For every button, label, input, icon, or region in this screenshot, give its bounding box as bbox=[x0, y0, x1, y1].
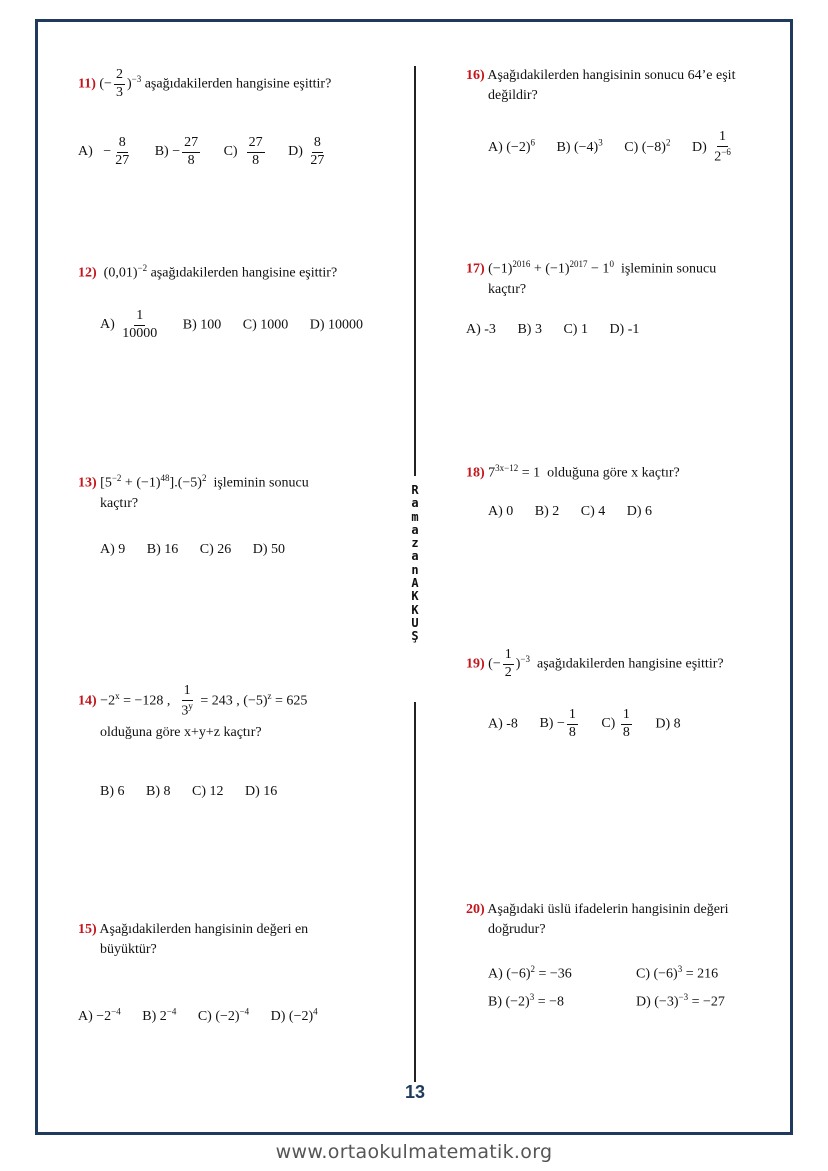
option-b[interactable]: B) 3 bbox=[517, 322, 542, 337]
option-c[interactable]: C) $\frac{27}{8}$ bbox=[223, 135, 263, 168]
option-d[interactable]: D) $\frac{1}{2^{-6}}$ bbox=[691, 129, 731, 165]
column-divider-bottom bbox=[414, 702, 416, 1082]
option-b[interactable]: B) 100 bbox=[182, 317, 222, 333]
question-19-stem: 19) (− $\frac{1}{2}$ )$^{-3}$ aşağıdakilerden hangisine eşittir? bbox=[466, 647, 724, 680]
question-14-options bbox=[100, 784, 277, 800]
question-15-stem: 15) Aşağıdakilerden hangisinin değeri en büyüktür? bbox=[78, 922, 309, 958]
question-number: 11) bbox=[78, 76, 96, 92]
question-17-options bbox=[466, 322, 639, 338]
question-11-options bbox=[78, 136, 328, 168]
option-d[interactable]: D) 10000 bbox=[309, 317, 364, 333]
option-c[interactable]: C) 4 bbox=[580, 504, 606, 519]
question-13-stem: 13) $[5^{-2} + (-1)^{48}].(-5)^2$ işleminin sonucu kaçtır? bbox=[78, 473, 309, 511]
option-d[interactable]: D) $(-2)^4$ bbox=[270, 1006, 318, 1024]
option-d[interactable]: D) 6 bbox=[626, 504, 653, 519]
option-a[interactable]: A) -3 bbox=[466, 322, 496, 337]
question-20-option-b[interactable]: B) $(-2)^3 = -8$ bbox=[488, 992, 565, 1010]
option-a[interactable]: A) -8 bbox=[488, 716, 518, 732]
question-18-stem: 18) $7^{3x-12} = 1$ olduğuna göre x kaçtır? bbox=[466, 463, 680, 481]
option-c[interactable]: C) 12 bbox=[192, 784, 224, 799]
option-b[interactable]: B) − $\frac{27}{8}$ bbox=[154, 135, 199, 168]
author-letter: R bbox=[411, 483, 419, 497]
option-a[interactable]: A) − $\frac{8}{27}$ bbox=[78, 135, 130, 168]
question-text: aşağıdakilerden hangisine eşittir? bbox=[144, 76, 332, 92]
option-d[interactable]: D) -1 bbox=[609, 322, 640, 337]
option-a[interactable]: A) 9 bbox=[100, 542, 126, 557]
option-d[interactable]: D) 50 bbox=[252, 542, 286, 557]
footer-website: www.ortaokulmatematik.org bbox=[275, 1141, 553, 1163]
column-divider-top bbox=[414, 66, 416, 476]
question-18-options bbox=[488, 504, 652, 520]
author-letter: K bbox=[411, 602, 419, 617]
author-letter: m bbox=[411, 509, 419, 524]
author-letter: z bbox=[411, 536, 419, 551]
option-b[interactable]: B) $2^{-4}$ bbox=[142, 1006, 177, 1024]
author-letter: n bbox=[411, 562, 419, 577]
question-20-option-a[interactable]: A) $(-6)^2 = -36$ bbox=[488, 964, 572, 982]
question-14-stem: $14) -2^x = -128$ , $\frac{1}{3^y}$ = 243 , $(-5)^z = 625$ bbox=[78, 683, 308, 719]
option-a[interactable]: B) 6 bbox=[100, 784, 125, 799]
question-20-option-d[interactable]: D) $(-3)^{-3} = -27$ bbox=[636, 992, 725, 1010]
option-c[interactable]: C) 1000 bbox=[242, 317, 289, 333]
fraction: $\frac{2}{3}$ bbox=[115, 67, 123, 100]
author-letter: a bbox=[411, 522, 419, 537]
option-d[interactable]: D) 16 bbox=[245, 784, 278, 799]
option-c[interactable]: C) 1 bbox=[563, 322, 588, 337]
question-12-options bbox=[100, 309, 363, 341]
question-13-options bbox=[100, 542, 285, 558]
option-d[interactable]: D) $\frac{8}{27}$ bbox=[288, 135, 325, 168]
page-number: 13 bbox=[404, 1082, 426, 1102]
option-b[interactable]: B) − $\frac{1}{8}$ bbox=[539, 707, 576, 740]
option-a[interactable]: A) $\frac{1}{10000}$ bbox=[100, 308, 158, 341]
option-b[interactable]: B) 2 bbox=[534, 504, 560, 519]
question-19-options bbox=[488, 708, 681, 740]
question-12-stem: 12) $(0,01)^{-2}$ aşağıdakilerden hangisine eşittir? bbox=[78, 263, 338, 281]
author-vertical-name bbox=[407, 484, 423, 644]
option-c[interactable]: C) $\frac{1}{8}$ bbox=[601, 707, 630, 740]
question-15-options bbox=[78, 1006, 318, 1025]
author-letter: a bbox=[411, 549, 419, 564]
author-letter: A bbox=[411, 576, 419, 591]
option-c[interactable]: C) $(-8)^2$ bbox=[624, 137, 671, 155]
question-14-text: olduğuna göre x+y+z kaçtır? bbox=[100, 725, 262, 740]
author-letter: K bbox=[411, 589, 419, 604]
option-a[interactable]: $A) -2^{-4}$ bbox=[78, 1006, 121, 1024]
option-c[interactable]: C) $(-2)^{-4}$ bbox=[197, 1006, 250, 1024]
option-b[interactable]: B) $(-4)^3$ bbox=[556, 137, 603, 155]
question-16-options bbox=[488, 130, 735, 165]
option-a[interactable]: A) 0 bbox=[488, 504, 514, 519]
question-16-stem: 16) Aşağıdakilerden hangisinin sonucu 64’e eşit değildir? bbox=[466, 68, 736, 104]
question-11-stem: 11) (− $\frac{2}{3}$ )$^{-3}$ aşağıdakilerden hangisine eşittir? bbox=[78, 67, 332, 100]
question-20-option-c[interactable]: C) $(-6)^3 = 216$ bbox=[636, 964, 719, 982]
option-a[interactable]: A) $(-2)^6$ bbox=[488, 137, 535, 155]
option-c[interactable]: C) 26 bbox=[199, 542, 232, 557]
author-letter: a bbox=[411, 496, 419, 511]
option-d[interactable]: D) 8 bbox=[655, 716, 681, 732]
question-20-stem: 20) Aşağıdaki üslü ifadelerin hangisinin değeri doğrudur? bbox=[466, 902, 729, 938]
author-letter: Ş bbox=[411, 629, 419, 644]
question-17-stem: 17) $(-1)^{2016} + (-1)^{2017} - 1^0$ işleminin sonucu kaçtır? bbox=[466, 259, 717, 297]
author-letter: U bbox=[411, 615, 419, 630]
option-b[interactable]: B) 16 bbox=[146, 542, 179, 557]
option-b[interactable]: B) 8 bbox=[146, 784, 171, 799]
